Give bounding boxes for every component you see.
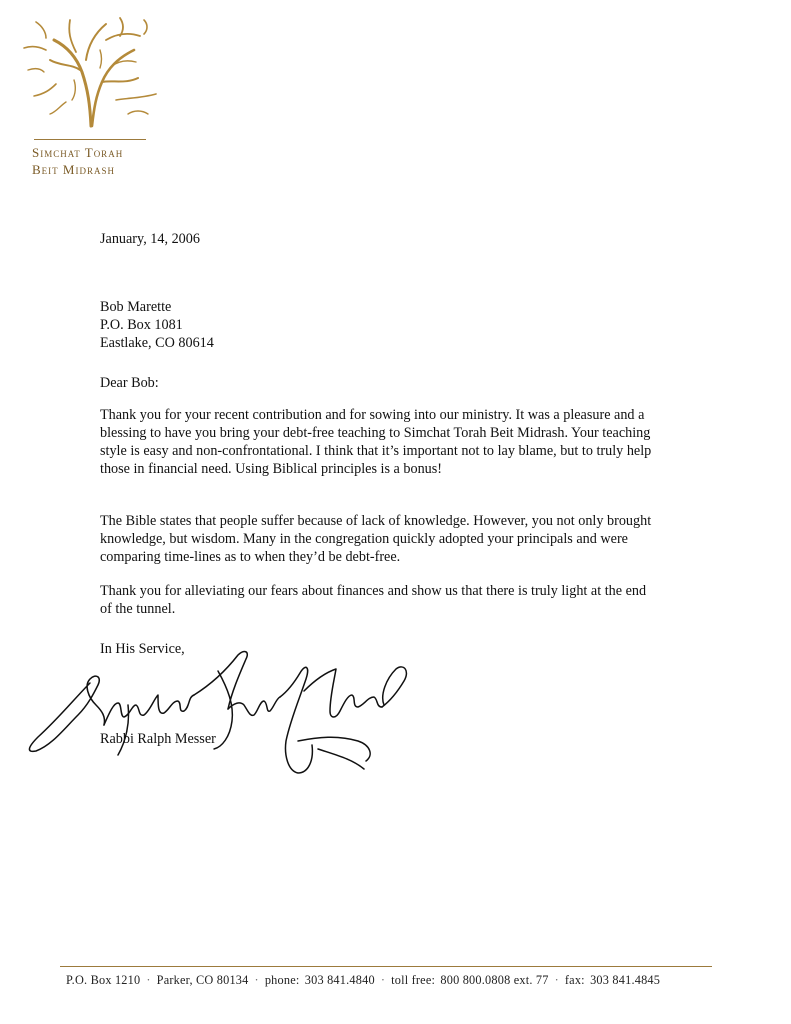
salutation: Dear Bob: xyxy=(100,375,159,391)
footer-contact: P.O. Box 1210 · Parker, CO 80134 · phone: 303 841.4840 · toll free: 800 800.0808 ext. 77 · fax: 303 841.4845 xyxy=(66,973,661,987)
closing: In His Service, xyxy=(100,641,185,657)
footer-fax: 303 841.4845 xyxy=(590,973,661,987)
footer-phone-label: phone: xyxy=(264,973,300,987)
org-divider xyxy=(34,139,146,140)
recipient-name: Bob Marette xyxy=(100,299,172,315)
signer-name: Rabbi Ralph Messer xyxy=(100,731,216,747)
recipient-address xyxy=(100,298,660,352)
org-name-line2: Beit Midrash xyxy=(32,162,115,177)
org-name-line1: Simchat Torah xyxy=(32,145,124,160)
footer-po-box: P.O. Box 1210 xyxy=(66,973,141,987)
recipient-address-line2: Eastlake, CO 80614 xyxy=(100,335,214,351)
footer-fax-label: fax: xyxy=(564,973,585,987)
paragraph-2: The Bible states that people suffer because of lack of knowledge. However, you not only brought knowledge, but wisdom. Many in the congregation quickly adopted your principals and were comparing time-lines as to when they’d be debt-free. xyxy=(100,513,652,565)
footer-phone: 303 841.4840 xyxy=(304,973,375,987)
org-logo-icon xyxy=(16,10,166,128)
recipient-address-line1: P.O. Box 1081 xyxy=(100,317,183,333)
footer-tollfree: 800 800.0808 ext. 77 xyxy=(440,973,549,987)
letter-date: January, 14, 2006 xyxy=(100,231,200,247)
paragraph-1: Thank you for your recent contribution and for sowing into our ministry. It was a pleasure and a blessing to have you bring your debt-free teaching to Simchat Torah Beit Midrash. Your teaching style is easy and non-confrontational. I think that it’s important not to lay blame, but to truly help those in financial need. Using Biblical principles is a bonus! xyxy=(100,407,652,477)
handwritten-signature xyxy=(18,645,418,785)
footer-city: Parker, CO 80134 xyxy=(156,973,249,987)
footer-divider xyxy=(60,966,712,967)
footer-tollfree-label: toll free: xyxy=(391,973,436,987)
org-name xyxy=(32,144,162,178)
paragraph-3: Thank you for alleviating our fears about finances and show us that there is truly light at the end of the tunnel. xyxy=(100,583,647,617)
